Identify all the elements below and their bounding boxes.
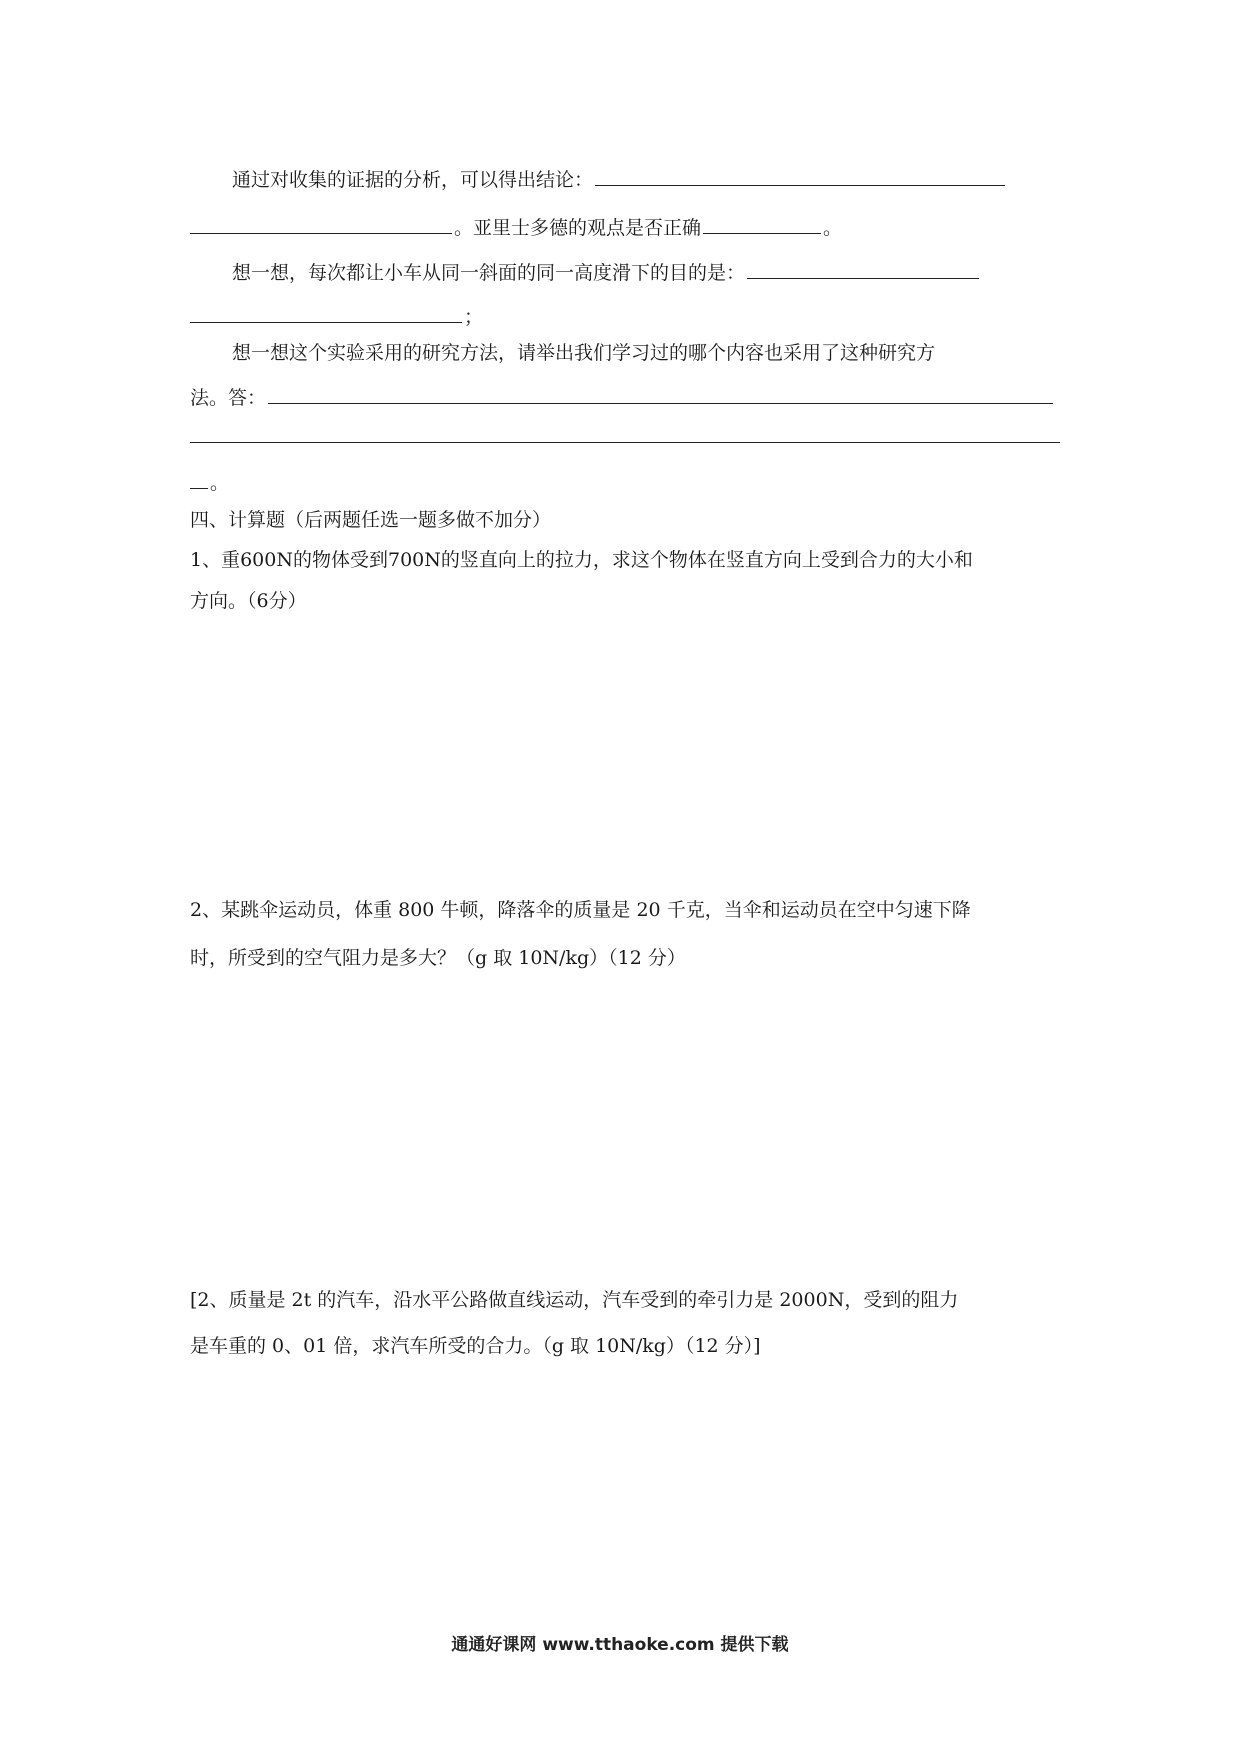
method-line-2	[190, 381, 1060, 412]
purpose-blank-2[interactable]	[190, 300, 462, 323]
conclusion-line	[190, 163, 1102, 194]
method-answer-blank-3[interactable]	[190, 466, 208, 489]
conclusion-line-2	[190, 211, 1060, 242]
question-2-alt-line-2: 是车重的 0、01 倍，求汽车所受的合力。（g 取 10N/kg）（12 分）]	[190, 1335, 761, 1357]
question-2-line-1: 2、某跳伞运动员，体重 800 牛顿，降落伞的质量是 20 千克，当伞和运动员在空中匀速下降	[190, 899, 971, 921]
question-2-line-2: 时，所受到的空气阻力是多大？（g 取 10N/kg）（12 分）	[190, 947, 686, 969]
method-answer-label: 法。答：	[190, 387, 267, 409]
method-line-4	[190, 466, 1060, 497]
conclusion-blank-1[interactable]	[595, 163, 1005, 186]
purpose-line	[190, 256, 1102, 287]
aristotle-question: 。亚里士多德的观点是否正确	[454, 217, 702, 239]
conclusion-blank-2[interactable]	[190, 211, 452, 234]
question-1-line-1: 1、重600N的物体受到700N的竖直向上的拉力，求这个物体在竖直方向上受到合力的大小和	[190, 549, 973, 571]
purpose-line-2	[190, 300, 1060, 331]
method-end: 。	[210, 472, 230, 494]
purpose-prompt: 想一想，每次都让小车从同一斜面的同一高度滑下的目的是：	[232, 262, 746, 284]
method-line-1	[190, 339, 1102, 367]
question-1-line-2: 方向。（6分）	[190, 590, 307, 612]
aristotle-blank[interactable]	[703, 211, 821, 234]
section-heading: 四、计算题（后两题任选一题多做不加分）	[190, 509, 552, 531]
purpose-blank-1[interactable]	[747, 256, 979, 279]
conclusion-prompt: 通过对收集的证据的分析，可以得出结论：	[232, 169, 594, 191]
method-question: 想一想这个实验采用的研究方法，请举出我们学习过的哪个内容也采用了这种研究方	[232, 342, 936, 364]
method-answer-blank-2[interactable]	[190, 442, 1060, 443]
question-2-alt-line-1: [2、质量是 2t 的汽车，沿水平公路做直线运动，汽车受到的牵引力是 2000N，受到的阻力	[190, 1289, 959, 1311]
method-answer-blank-1[interactable]	[268, 381, 1053, 404]
footer-download-note: 通通好课网 www.tthaoke.com 提供下载	[451, 1635, 789, 1655]
aristotle-end: 。	[823, 217, 843, 239]
purpose-end: ；	[464, 306, 484, 328]
